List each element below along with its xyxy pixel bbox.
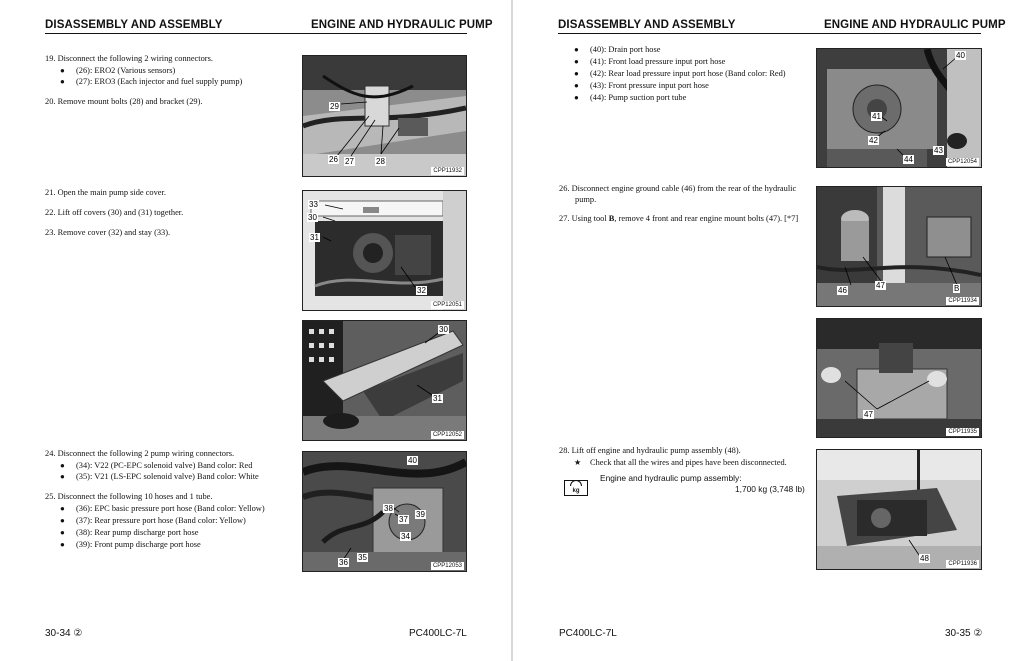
step-27: 27. Using tool B, remove 4 front and rear engine mount bolts (47). [*7]: [559, 214, 799, 223]
callout-31: 31: [310, 233, 319, 242]
figure-code: CPP12052: [432, 432, 462, 438]
figure-code: CPP12051: [432, 302, 462, 308]
header-rule: [558, 33, 981, 34]
callout-42: 42: [869, 136, 878, 145]
callout-40: 40: [408, 456, 417, 465]
callout-41: 41: [872, 112, 881, 121]
figure-pump-hoses-photo: [302, 451, 467, 572]
section-title: DISASSEMBLY AND ASSEMBLY: [558, 19, 736, 31]
callout-36: 36: [339, 558, 348, 567]
callout-37: 37: [399, 515, 408, 524]
weight-value: 1,700 kg (3,748 lb): [735, 484, 805, 494]
step-20: 20. Remove mount bolts (28) and bracket (29).: [45, 97, 203, 106]
figure-code: CPP11932: [433, 168, 462, 174]
callout-34: 34: [401, 532, 410, 541]
step-25: 25. Disconnect the following 10 hoses and 1 tube.: [45, 492, 213, 501]
callout-44: 44: [904, 155, 913, 164]
weight-icon: kg: [564, 480, 588, 496]
callout-32: 32: [417, 286, 426, 295]
figure-pump-ports-photo: [816, 48, 982, 168]
callout-48: 48: [920, 554, 929, 563]
step-19: 19. Disconnect the following 2 wiring connectors.: [45, 54, 213, 63]
callout-30: 30: [308, 213, 317, 222]
page-left: DISASSEMBLY AND ASSEMBLY ENGINE AND HYDRAULIC PUMP 19. Disconnect the following 2 wiring connectors. ● (26): ERO2 (Various sensors) ● (27): ERO3 (Each injector and fuel supply pump) 20. Remove mount bolts (28) and bracket (29). 21. Open the main pump side cover. 22. Lift off covers (30) and (31) together. 23. Remove cover (32) and stay (33). 24. Disconnect the following 2 pump wiring connectors. ● (34): V22 (PC-EPC solenoid valve) Band color: Red ● (35): V21 (LS-EPC solenoid valve) Band color: White 25. Disconnect the following 10 hoses and 1 tube. ● (36): EPC basic pressure port hose (Band color: Yellow) ● (37): Rear pressure port hose (Band color: Yellow) ● (38): Rear pump discharge port hose ● (39): Front pump discharge port hose 29 26 27 28 CPP11932 33 30 31 32 CPP12051 30 31 CPP12052 40 38 37 39 34 35 36 CPP12053 30-34 ② PC400LC-7L: [0, 0, 511, 661]
figure-cover-lift-photo: [302, 320, 467, 441]
weight-label: Engine and hydraulic pump assembly:: [600, 473, 742, 483]
figure-code: CPP12053: [432, 563, 462, 569]
figure-code: CPP12054: [947, 159, 977, 165]
callout-30: 30: [439, 325, 448, 334]
footer-page-number: 30-35 ②: [945, 628, 983, 639]
callout-33: 33: [309, 200, 318, 209]
chapter-title: ENGINE AND HYDRAULIC PUMP: [311, 19, 493, 31]
step-21: 21. Open the main pump side cover.: [45, 188, 166, 197]
step-24: 24. Disconnect the following 2 pump wiring connectors.: [45, 449, 235, 458]
figure-mount-bolts-photo: [816, 318, 982, 438]
figure-connectors-photo: [302, 55, 467, 177]
header-rule: [45, 33, 467, 34]
figure-code: CPP11935: [948, 429, 977, 435]
callout-35: 35: [358, 553, 367, 562]
callout-47: 47: [864, 410, 873, 419]
figure-code: CPP11934: [948, 298, 977, 304]
figure-code: CPP11936: [948, 561, 977, 567]
footer-model: PC400LC-7L: [559, 628, 617, 639]
callout-47: 47: [876, 281, 885, 290]
step-28: 28. Lift off engine and hydraulic pump assembly (48).: [559, 446, 741, 455]
footer-model: PC400LC-7L: [409, 628, 467, 639]
page-right: DISASSEMBLY AND ASSEMBLY ENGINE AND HYDRAULIC PUMP ● (40): Drain port hose ● (41): Front load pressure input port hose ● (42): Rear load pressure input port hose (Band color: Red) ● (43): Front pressure input port hose ● (44): Pump suction port tube 26. Disconnect engine ground cable (46) from the rear of the hydraulic pump. 27. Using tool B, remove 4 front and rear engine mount bolts (47). [*7] 28. Lift off engine and hydraulic pump assembly (48). ★ Check that all the wires and pipes have been disconnected. kg Engine and hydraulic pump assembly: 1,700 kg (3,748 lb) 40 41 42 43 44 CPP12054 46 47 B CPP11934 47 CPP11935 48 CPP11936 PC400LC-7L 30-35 ②: [513, 0, 1024, 661]
step-26-cont: pump.: [575, 195, 597, 204]
callout-31: 31: [433, 394, 442, 403]
callout-38: 38: [384, 504, 393, 513]
callout-40: 40: [956, 51, 965, 60]
callout-28: 28: [376, 157, 385, 166]
callout-39: 39: [416, 510, 425, 519]
step-22: 22. Lift off covers (30) and (31) together.: [45, 208, 184, 217]
callout-26: 26: [329, 155, 338, 164]
step-23: 23. Remove cover (32) and stay (33).: [45, 228, 171, 237]
callout-43: 43: [934, 146, 943, 155]
footer-page-number: 30-34 ②: [45, 628, 83, 639]
figure-pump-cover-photo: [302, 190, 467, 311]
section-title: DISASSEMBLY AND ASSEMBLY: [45, 19, 223, 31]
chapter-title: ENGINE AND HYDRAULIC PUMP: [824, 19, 1006, 31]
callout-tool-b: B: [954, 284, 960, 293]
callout-46: 46: [838, 286, 847, 295]
callout-27: 27: [345, 157, 354, 166]
figure-ground-cable-photo: [816, 186, 982, 307]
figure-lift-assembly-photo: [816, 449, 982, 570]
step-26: 26. Disconnect engine ground cable (46) from the rear of the hydraulic: [559, 184, 797, 193]
callout-29: 29: [330, 102, 339, 111]
